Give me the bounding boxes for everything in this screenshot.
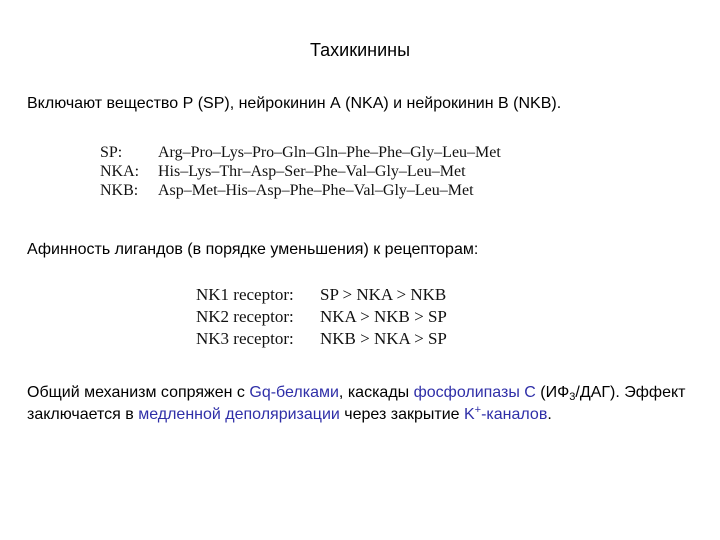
- mechanism-text: (ИФ: [535, 384, 570, 401]
- sequence-label: NKA:: [100, 163, 140, 180]
- sequence-row: [100, 143, 501, 162]
- receptor-table: [196, 284, 447, 350]
- sequence-value: Asp–Met–His–Asp–Phe–Phe–Val–Gly–Leu–Met: [158, 182, 474, 199]
- sequence-value: Arg–Pro–Lys–Pro–Gln–Gln–Phe–Phe–Gly–Leu–Met: [158, 144, 501, 161]
- channels-word: -каналов: [481, 406, 548, 423]
- mechanism-text: , каскады: [338, 384, 414, 401]
- mechanism-text: /ДАГ). Эффект заключается в: [27, 384, 686, 423]
- intro-text: Включают вещество Р (SP), нейрокинин А (NKA) и нейрокинин В (NKB).: [27, 95, 562, 112]
- affinity-heading: Афинность лигандов (в порядке уменьшения) к рецепторам:: [27, 241, 479, 258]
- phospholipase-c-term: фосфолипазы С: [413, 384, 536, 401]
- sequence-row: [100, 162, 501, 181]
- sequence-table: [100, 143, 501, 200]
- receptor-label: NK3 receptor:: [196, 329, 294, 348]
- sequence-label: SP:: [100, 144, 123, 161]
- sequence-value: His–Lys–Thr–Asp–Ser–Phe–Val–Gly–Leu–Met: [158, 163, 466, 180]
- gq-proteins-term: Gq-белками: [249, 384, 339, 401]
- mechanism-text: .: [547, 406, 552, 423]
- receptor-label: NK1 receptor:: [196, 285, 294, 304]
- k-channels-term: [464, 406, 547, 423]
- potassium-symbol: K: [463, 406, 475, 423]
- receptor-label: NK2 receptor:: [196, 307, 294, 326]
- slide-title: Тахикинины: [309, 40, 411, 60]
- sequence-label: NKB:: [100, 182, 139, 199]
- slow-depolarization-term: медленной деполяризации: [138, 406, 340, 423]
- mechanism-paragraph: [27, 382, 707, 426]
- receptor-row: [196, 328, 447, 350]
- potassium-charge: +: [474, 404, 482, 416]
- receptor-order: NKA > NKB > SP: [320, 307, 447, 326]
- mechanism-text: Общий механизм сопряжен с: [27, 384, 250, 401]
- ip3-subscript: 3: [569, 391, 576, 403]
- sequence-row: [100, 181, 501, 200]
- mechanism-text: через закрытие: [339, 406, 464, 423]
- receptor-order: SP > NKA > NKB: [320, 285, 447, 304]
- receptor-order: NKB > NKA > SP: [320, 329, 447, 348]
- receptor-row: [196, 284, 447, 306]
- receptor-row: [196, 306, 447, 328]
